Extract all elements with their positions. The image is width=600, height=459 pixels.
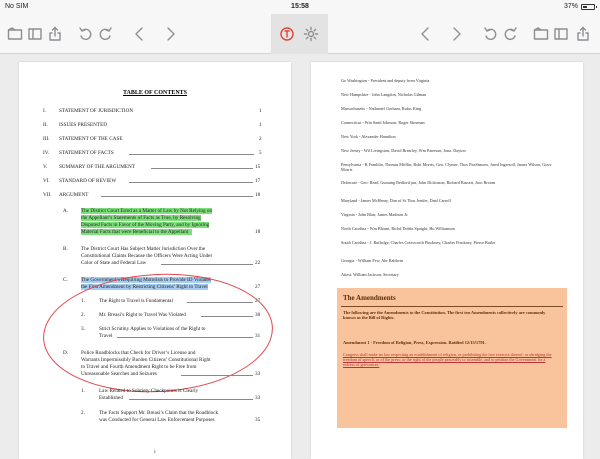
signer-line: Pensylvania - B Franklin, Thomas Mifflin, Robt Morris, Geo. Clymer, Thos FitzSimons, Jared Ingersoll, James Wilson, Gouv Morris bbox=[341, 162, 552, 173]
left-document-page[interactable]: TABLE OF CONTENTS I. STATEMENT OF JURISDICTION 1 II. ISSUES PRESENTED 1 III. STATEMENT OF THE CASE 2 IV. STATEMENT OF FACTS 5 V. SUMMARY OF THE ARGUMENT 15 VI. STANDARD OF REVIEW 17 VII. ARGUMENT 18 A. The District Court Erred as a Matter of Law by Not Relying on the Appellant’s Statements of Facts as True, by Resolving Disputed Facts in Favor of the Moving Party, and by Ignoring Material Facts that were Beneficial to the Appellant 18 B. The District Court Has Subject Matter Jurisdiction Over the Constitutional Claims Because the Officers Were Acting Under Color of State and Federal Law 22 C. The Government’s Requiring Motorists to Provide ID Violates the First Amendment by Restricting Citizens’ Right to Travel 27 1. The Right to Travel is Fundamental 27 2. Mr. Breasi’s Right to Travel Was Violated 30 3. Strict Scrutiny Applies to Violations of the Right to Travel 31 D. Police Roadblocks that Check for Driver’s License and Warrants Impermissibly Burden Citizens’ Constitutional Right to Travel and Fourth Amendment Right to be Free from Unreasonable Searches and Seizures 33 1. Law Related to Sobriety Checkpoints is Clearly Established 33 2. The Facts Support Mr. Breasi’s Claim that the Roadblock was Conducted for General Law Enforcement Purposes 35 i bbox=[19, 62, 291, 459]
signer-line: North Carolina - Wm Blount, Richd Dobbs Spaight, Hu Williamson bbox=[341, 226, 455, 231]
signer-line: Georgia - William Few, Abr Baldwin bbox=[341, 258, 403, 263]
right-document-page[interactable] bbox=[311, 62, 583, 459]
amendments-title: The Amendments bbox=[343, 294, 396, 302]
signer-line: New Hampshire - John Langdon, Nicholas Gilman bbox=[341, 92, 427, 97]
forward-icon[interactable] bbox=[447, 25, 465, 43]
signer-line: Attest: William Jackson, Secretary bbox=[341, 272, 399, 277]
back-icon[interactable] bbox=[131, 25, 149, 43]
amendment-1-text: Congress shall make no law respecting an establishment of religion, or prohibiting the free exercise thereof; or abridging the freedom of speech, or of the press; or the right of the people peaceably to assemble, and to petition the Government for a redress of grievances. bbox=[343, 352, 552, 367]
signer-line: Virginia - John Blair, James Madison Jr. bbox=[341, 212, 409, 217]
redo-icon[interactable] bbox=[501, 25, 519, 43]
clock: 15:58 bbox=[291, 3, 309, 10]
signer-line: Delaware - Geo: Read, Gunning Bedford jun, John Dickinson, Richard Bassett, Jaco Broom bbox=[341, 180, 496, 185]
share-icon[interactable] bbox=[46, 25, 64, 43]
annotate-icon[interactable] bbox=[278, 25, 296, 43]
battery-icon bbox=[581, 4, 595, 10]
divider bbox=[341, 306, 563, 307]
toolbar bbox=[0, 14, 600, 54]
battery-percent: 37% bbox=[563, 3, 578, 10]
status-bar bbox=[0, 0, 600, 14]
signer-line: Go Washington - President and deputy from Virginia bbox=[341, 78, 430, 83]
page-number: i bbox=[154, 450, 156, 455]
signer-line: Massachusetts - Nathaniel Gorham, Rufus King bbox=[341, 106, 422, 111]
red-circle-annotation[interactable] bbox=[40, 268, 276, 398]
carrier-label: No SIM bbox=[5, 3, 29, 10]
library-icon[interactable] bbox=[6, 25, 24, 43]
back-icon[interactable] bbox=[417, 25, 435, 43]
signer-line: New York - Alexander Hamilton bbox=[341, 134, 396, 139]
amendments-intro: The following are the Amendments to the Constitution. The first ten Amendments collectively are commonly known as the Bill of Rights. bbox=[343, 310, 546, 321]
forward-icon[interactable] bbox=[161, 25, 179, 43]
toc-title: TABLE OF CONTENTS bbox=[122, 90, 187, 96]
undo-icon[interactable] bbox=[482, 25, 500, 43]
signer-line: Maryland - James McHenry, Dan of St Thos Jenifer, Danl Carroll bbox=[341, 198, 451, 203]
signer-line: South Carolina - J. Rutledge, Charles Cotesworth Pinckney, Charles Pinckney, Pierce Butler bbox=[341, 240, 496, 245]
amendment-1-heading: Amendment 1 - Freedom of Religion, Press, Expression. Ratified 12/15/1791. bbox=[343, 340, 486, 345]
settings-icon[interactable] bbox=[302, 25, 320, 43]
share-icon[interactable] bbox=[574, 25, 592, 43]
library-icon[interactable] bbox=[532, 25, 550, 43]
layout-icon[interactable] bbox=[552, 25, 570, 43]
signer-line: New Jersey - Wil Livingston, David Brearley, Wm Paterson, Jona. Dayton bbox=[341, 148, 466, 153]
signer-line: Connecticut - Wm Saml Johnson, Roger Sherman bbox=[341, 120, 425, 125]
layout-icon[interactable] bbox=[26, 25, 44, 43]
undo-icon[interactable] bbox=[77, 25, 95, 43]
redo-icon[interactable] bbox=[96, 25, 114, 43]
